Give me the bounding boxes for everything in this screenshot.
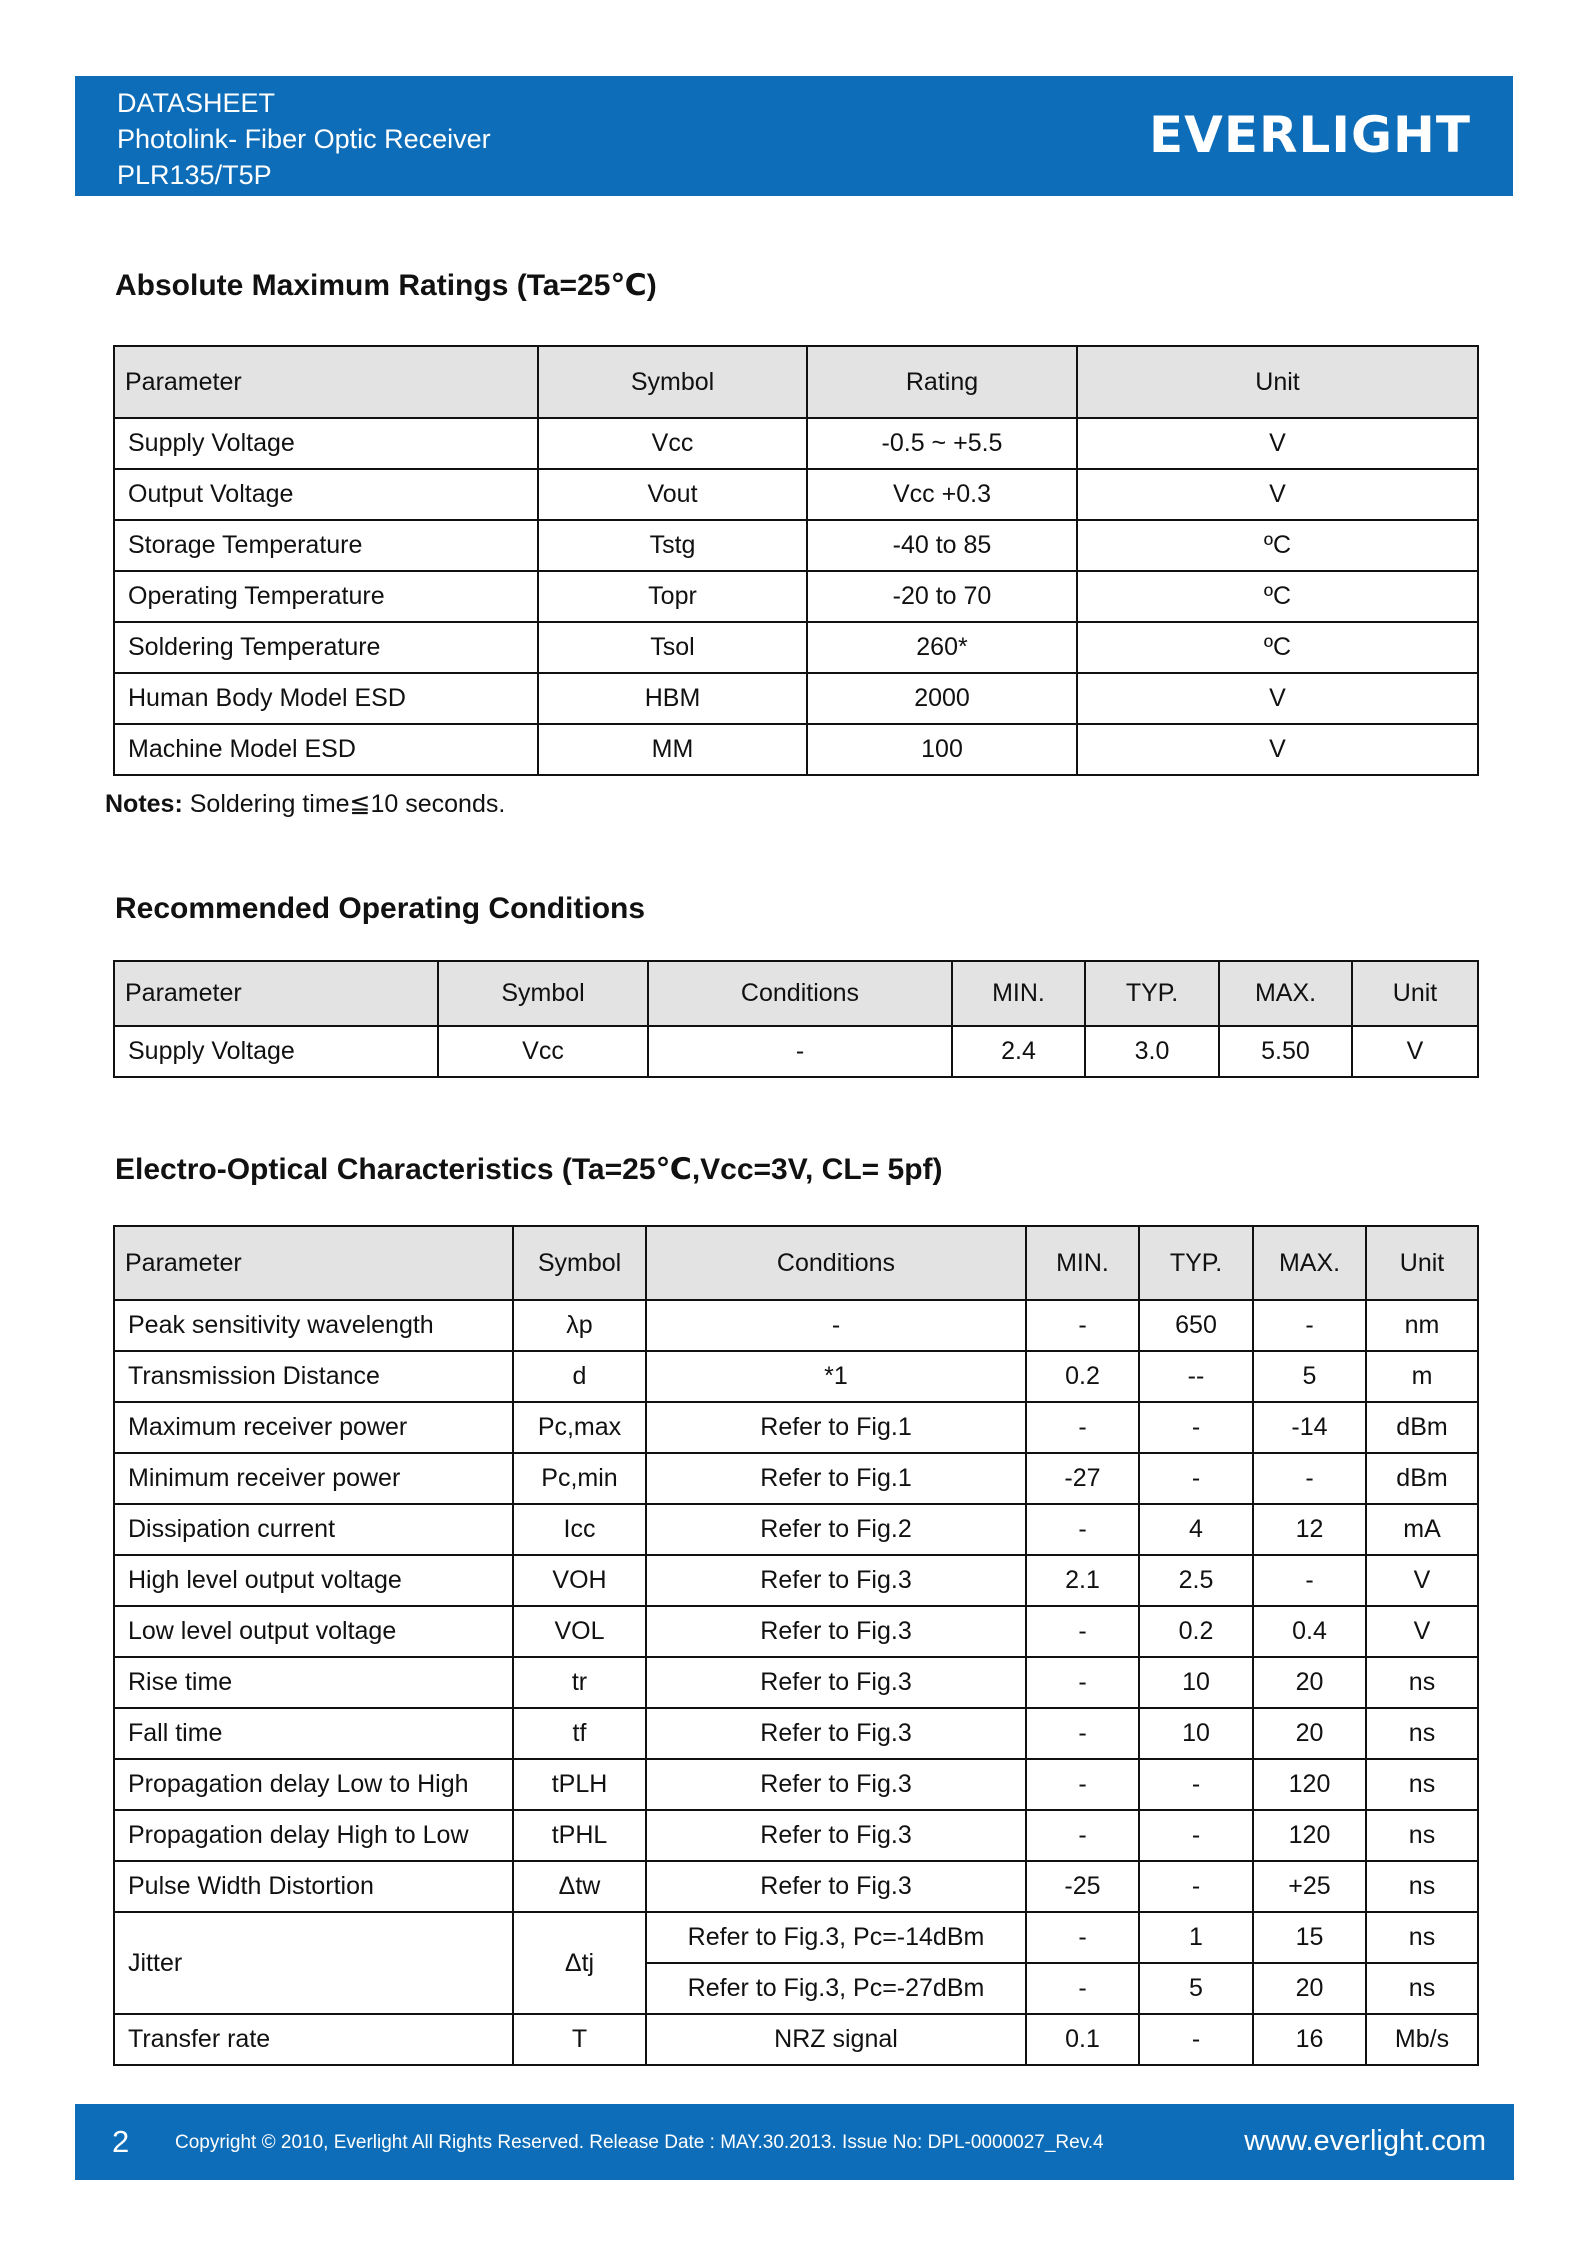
table-row	[114, 1026, 1478, 1077]
table-cell: Propagation delay Low to High	[114, 1759, 513, 1810]
table-cell: Operating Temperature	[114, 571, 538, 622]
roc-title: Recommended Operating Conditions	[115, 892, 646, 925]
table-cell: -	[1026, 1759, 1139, 1810]
header-text	[117, 85, 491, 193]
table-row	[114, 520, 1478, 571]
recommended-operating-conditions-table	[113, 960, 1479, 1078]
table-cell: 0.4	[1253, 1606, 1366, 1657]
table-row	[114, 1402, 1478, 1453]
table-cell: ns	[1366, 1657, 1478, 1708]
doc-type: DATASHEET	[117, 88, 276, 118]
column-header: Unit	[1077, 346, 1478, 418]
column-header: MIN.	[1026, 1226, 1139, 1300]
table-cell: mA	[1366, 1504, 1478, 1555]
amr-title: Absolute Maximum Ratings (Ta=25℃)	[115, 269, 657, 302]
table-row	[114, 1759, 1478, 1810]
table-cell: 260*	[807, 622, 1077, 673]
table-cell: +25	[1253, 1861, 1366, 1912]
table-cell: -	[1026, 1708, 1139, 1759]
table-cell: V	[1352, 1026, 1478, 1077]
table-cell: dBm	[1366, 1453, 1478, 1504]
table-row	[114, 673, 1478, 724]
table-row	[114, 1453, 1478, 1504]
table-cell: -	[1026, 1504, 1139, 1555]
table-cell: -40 to 85	[807, 520, 1077, 571]
table-cell: -	[1026, 1912, 1139, 1963]
column-header: Parameter	[114, 1226, 513, 1300]
table-cell: Refer to Fig.3, Pc=-14dBm	[646, 1912, 1026, 1963]
table-cell: m	[1366, 1351, 1478, 1402]
column-header: Conditions	[646, 1226, 1026, 1300]
table-row	[114, 1708, 1478, 1759]
table-cell: MM	[538, 724, 807, 775]
table-cell: ns	[1366, 1912, 1478, 1963]
table-cell: dBm	[1366, 1402, 1478, 1453]
table-cell: 5	[1139, 1963, 1253, 2014]
notes-text: Soldering time≦10 seconds.	[182, 790, 506, 818]
table-cell: 2.5	[1139, 1555, 1253, 1606]
table-cell: Machine Model ESD	[114, 724, 538, 775]
table-cell: 20	[1253, 1963, 1366, 2014]
table-cell: Transfer rate	[114, 2014, 513, 2065]
table-cell: -	[1139, 1402, 1253, 1453]
table-cell: 20	[1253, 1657, 1366, 1708]
table-cell: Output Voltage	[114, 469, 538, 520]
table-cell: Refer to Fig.3	[646, 1708, 1026, 1759]
table-cell: VOH	[513, 1555, 646, 1606]
table-cell: NRZ signal	[646, 2014, 1026, 2065]
table-cell: Jitter	[114, 1912, 513, 2014]
table-cell: 2000	[807, 673, 1077, 724]
table-cell: 10	[1139, 1657, 1253, 1708]
column-header: Symbol	[513, 1226, 646, 1300]
table-cell: Mb/s	[1366, 2014, 1478, 2065]
table-cell: nm	[1366, 1300, 1478, 1351]
table-row	[114, 1810, 1478, 1861]
table-cell: Vcc	[538, 418, 807, 469]
table-cell: Vout	[538, 469, 807, 520]
table-cell: 20	[1253, 1708, 1366, 1759]
table-cell: -14	[1253, 1402, 1366, 1453]
table-cell: 650	[1139, 1300, 1253, 1351]
table-cell: -0.5 ~ +5.5	[807, 418, 1077, 469]
table-cell: High level output voltage	[114, 1555, 513, 1606]
table-cell: Icc	[513, 1504, 646, 1555]
table-cell: 5.50	[1219, 1026, 1352, 1077]
table-cell: Low level output voltage	[114, 1606, 513, 1657]
table-cell: Δtj	[513, 1912, 646, 2014]
column-header: Symbol	[438, 961, 648, 1026]
table-cell: Vcc +0.3	[807, 469, 1077, 520]
table-cell: -	[1139, 2014, 1253, 2065]
table-cell: -	[1253, 1453, 1366, 1504]
column-header: MAX.	[1219, 961, 1352, 1026]
table-cell: V	[1077, 418, 1478, 469]
table-cell: -	[1026, 1300, 1139, 1351]
table-cell: *1	[646, 1351, 1026, 1402]
table-cell: Refer to Fig.3	[646, 1861, 1026, 1912]
table-cell: -20 to 70	[807, 571, 1077, 622]
table-row	[114, 469, 1478, 520]
column-header: Parameter	[114, 346, 538, 418]
table-cell: -	[1139, 1861, 1253, 1912]
table-row	[114, 1351, 1478, 1402]
table-cell: ºC	[1077, 520, 1478, 571]
table-cell: Refer to Fig.3	[646, 1657, 1026, 1708]
table-row	[114, 1606, 1478, 1657]
table-cell: -	[1253, 1555, 1366, 1606]
column-header: Parameter	[114, 961, 438, 1026]
table-cell: HBM	[538, 673, 807, 724]
table-cell: V	[1077, 469, 1478, 520]
table-cell: Refer to Fig.1	[646, 1453, 1026, 1504]
table-cell: ºC	[1077, 571, 1478, 622]
part-number: PLR135/T5P	[117, 160, 272, 190]
table-cell: Supply Voltage	[114, 1026, 438, 1077]
table-cell: 120	[1253, 1810, 1366, 1861]
table-cell: λp	[513, 1300, 646, 1351]
column-header: TYP.	[1139, 1226, 1253, 1300]
table-cell: 1	[1139, 1912, 1253, 1963]
table-cell: Rise time	[114, 1657, 513, 1708]
table-cell: Refer to Fig.3	[646, 1555, 1026, 1606]
column-header: TYP.	[1085, 961, 1219, 1026]
table-cell: tPLH	[513, 1759, 646, 1810]
table-row	[114, 2014, 1478, 2065]
eoc-title: Electro-Optical Characteristics (Ta=25℃,Vcc=3V, CL= 5pf)	[115, 1153, 943, 1186]
column-header: MAX.	[1253, 1226, 1366, 1300]
table-cell: 5	[1253, 1351, 1366, 1402]
table-cell: Refer to Fig.2	[646, 1504, 1026, 1555]
table-row	[114, 1657, 1478, 1708]
table-cell: ns	[1366, 1759, 1478, 1810]
column-header: Rating	[807, 346, 1077, 418]
table-cell: -	[1026, 1810, 1139, 1861]
page-header	[75, 76, 1513, 196]
table-row	[114, 1300, 1478, 1351]
table-cell: -	[1026, 1606, 1139, 1657]
table-cell: ns	[1366, 1963, 1478, 2014]
table-cell: Δtw	[513, 1861, 646, 1912]
table-cell: 120	[1253, 1759, 1366, 1810]
table-cell: Fall time	[114, 1708, 513, 1759]
table-cell: Dissipation current	[114, 1504, 513, 1555]
table-cell: 16	[1253, 2014, 1366, 2065]
table-cell: T	[513, 2014, 646, 2065]
table-cell: -25	[1026, 1861, 1139, 1912]
table-cell: -	[1026, 1402, 1139, 1453]
page-number: 2	[112, 2124, 130, 2159]
table-cell: Supply Voltage	[114, 418, 538, 469]
table-row	[114, 1555, 1478, 1606]
table-header-row	[114, 346, 1478, 418]
notes-label: Notes:	[105, 790, 183, 818]
electro-optical-characteristics-table	[113, 1225, 1479, 2066]
table-cell: 4	[1139, 1504, 1253, 1555]
table-cell: VOL	[513, 1606, 646, 1657]
table-cell: -	[1139, 1810, 1253, 1861]
table-cell: -	[648, 1026, 952, 1077]
table-row	[114, 724, 1478, 775]
product-name: Photolink- Fiber Optic Receiver	[117, 124, 491, 154]
table-cell: -	[1026, 1657, 1139, 1708]
table-cell: Storage Temperature	[114, 520, 538, 571]
table-cell: 0.2	[1139, 1606, 1253, 1657]
table-cell: 2.1	[1026, 1555, 1139, 1606]
table-row	[114, 622, 1478, 673]
table-cell: 15	[1253, 1912, 1366, 1963]
everlight-logo: EVERLIGHT	[1149, 106, 1471, 164]
table-cell: Pc,max	[513, 1402, 646, 1453]
table-cell: Tstg	[538, 520, 807, 571]
table-cell: Pulse Width Distortion	[114, 1861, 513, 1912]
table-row	[114, 1861, 1478, 1912]
table-cell: Refer to Fig.3	[646, 1606, 1026, 1657]
table-row	[114, 1912, 1478, 1963]
table-cell: tr	[513, 1657, 646, 1708]
copyright-text: Copyright © 2010, Everlight All Rights Reserved. Release Date : MAY.30.2013. Issue No: DPL-0000027_Rev.4	[175, 2132, 1104, 2153]
table-cell: Maximum receiver power	[114, 1402, 513, 1453]
column-header: MIN.	[952, 961, 1085, 1026]
table-cell: -	[1139, 1759, 1253, 1810]
table-cell: Peak sensitivity wavelength	[114, 1300, 513, 1351]
column-header: Conditions	[648, 961, 952, 1026]
table-cell: tf	[513, 1708, 646, 1759]
table-cell: Topr	[538, 571, 807, 622]
table-cell: Vcc	[438, 1026, 648, 1077]
table-cell: Transmission Distance	[114, 1351, 513, 1402]
table-cell: --	[1139, 1351, 1253, 1402]
column-header: Unit	[1352, 961, 1478, 1026]
table-header-row	[114, 961, 1478, 1026]
table-cell: tPHL	[513, 1810, 646, 1861]
table-row	[114, 1504, 1478, 1555]
website-link[interactable]: www.everlight.com	[1244, 2125, 1486, 2157]
table-cell: Refer to Fig.1	[646, 1402, 1026, 1453]
table-cell: Refer to Fig.3	[646, 1759, 1026, 1810]
table-cell: 12	[1253, 1504, 1366, 1555]
table-cell: ns	[1366, 1708, 1478, 1759]
table-cell: -	[1139, 1453, 1253, 1504]
table-cell: Tsol	[538, 622, 807, 673]
table-cell: d	[513, 1351, 646, 1402]
table-cell: Minimum receiver power	[114, 1453, 513, 1504]
table-cell: -	[1253, 1300, 1366, 1351]
table-cell: ns	[1366, 1810, 1478, 1861]
table-cell: 0.2	[1026, 1351, 1139, 1402]
table-cell: -27	[1026, 1453, 1139, 1504]
table-cell: Refer to Fig.3	[646, 1810, 1026, 1861]
table-cell: V	[1077, 673, 1478, 724]
table-cell: ns	[1366, 1861, 1478, 1912]
table-cell: Soldering Temperature	[114, 622, 538, 673]
table-row	[114, 571, 1478, 622]
table-cell: 100	[807, 724, 1077, 775]
table-cell: V	[1366, 1555, 1478, 1606]
absolute-maximum-ratings-table	[113, 345, 1479, 776]
table-cell: -	[1026, 1963, 1139, 2014]
column-header: Unit	[1366, 1226, 1478, 1300]
table-cell: 0.1	[1026, 2014, 1139, 2065]
table-cell: 3.0	[1085, 1026, 1219, 1077]
notes	[105, 789, 505, 819]
table-cell: Pc,min	[513, 1453, 646, 1504]
table-cell: Propagation delay High to Low	[114, 1810, 513, 1861]
table-cell: Refer to Fig.3, Pc=-27dBm	[646, 1963, 1026, 2014]
table-cell: 10	[1139, 1708, 1253, 1759]
table-cell: 2.4	[952, 1026, 1085, 1077]
page-footer	[75, 2104, 1514, 2180]
table-row	[114, 418, 1478, 469]
table-cell: -	[646, 1300, 1026, 1351]
table-cell: Human Body Model ESD	[114, 673, 538, 724]
table-cell: V	[1077, 724, 1478, 775]
table-cell: V	[1366, 1606, 1478, 1657]
table-cell: ºC	[1077, 622, 1478, 673]
table-header-row	[114, 1226, 1478, 1300]
column-header: Symbol	[538, 346, 807, 418]
